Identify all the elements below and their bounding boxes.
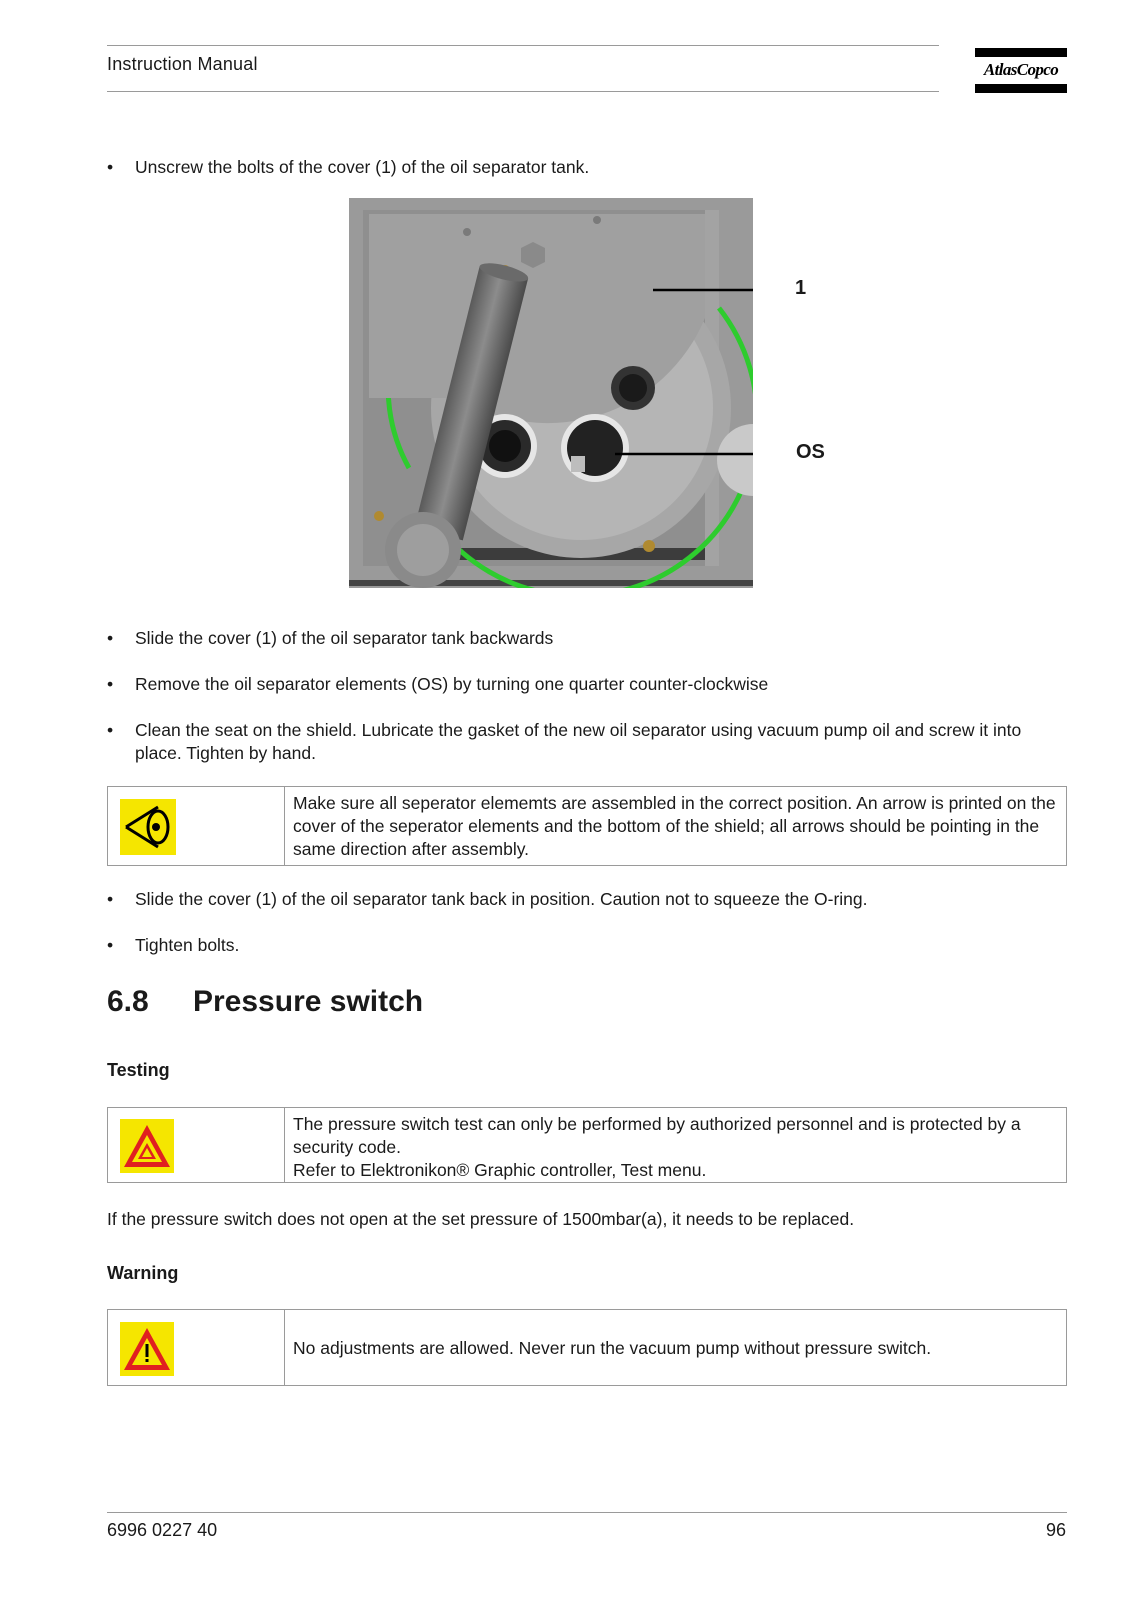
atlas-copco-logo (975, 48, 1067, 94)
warning-exclamation-icon (120, 1322, 174, 1376)
warning-heading: Warning (107, 1263, 179, 1283)
section-number: 6.8 (107, 985, 149, 1018)
eye-attention-icon (120, 799, 176, 855)
note-text: No adjustments are allowed. Never run the vacuum pump without pressure switch. (293, 1337, 932, 1358)
note-icon-cell (108, 1310, 285, 1385)
warning-note (107, 1309, 1067, 1386)
bullet-icon: • (107, 628, 114, 648)
step-text: Slide the cover (1) of the oil separator tank backwards (135, 628, 554, 648)
attention-note (107, 786, 1067, 866)
page-number: 96 (1045, 1520, 1066, 1540)
footer-rule (107, 1512, 1067, 1513)
step-text: Clean the seat on the shield. Lubricate the gasket of the new oil separator using vacuum pump oil and screw it into place. Tighten by hand. (135, 720, 1022, 763)
oil-separator-illustration (349, 198, 753, 588)
note-line: Refer to Elektronikon® Graphic controller, Test menu. (293, 1160, 707, 1180)
header-bottom-rule (107, 91, 939, 92)
note-text: Make sure all seperator elememts are assembled in the correct position. An arrow is printed on the cover of the seperator elements and the bottom of the shield; all arrows should be pointing in the same direction after assembly. (293, 793, 1056, 859)
bullet-icon: • (107, 935, 114, 955)
bullet-icon: • (107, 674, 114, 694)
note-text (285, 1108, 1066, 1182)
figure-label-1: 1 (795, 277, 807, 299)
step-text: Remove the oil separator elements (OS) by turning one quarter counter-clockwise (135, 674, 769, 694)
testing-note (107, 1107, 1067, 1183)
note-line: The pressure switch test can only be performed by authorized personnel and is protected by a security code. (293, 1114, 1021, 1157)
step-text: Unscrew the bolts of the cover (1) of the oil separator tank. (135, 157, 590, 177)
note-icon-cell (108, 787, 285, 865)
step-text: Slide the cover (1) of the oil separator tank back in position. Caution not to squeeze the O-ring. (135, 889, 868, 909)
bullet-icon: • (107, 720, 114, 740)
oil-separator-figure (349, 198, 753, 588)
document-number: 6996 0227 40 (107, 1520, 218, 1540)
step-text: Tighten bolts. (135, 935, 240, 955)
bullet-icon: • (107, 889, 114, 909)
caution-triangle-icon (120, 1119, 174, 1173)
bullet-icon: • (107, 157, 114, 177)
note-icon-cell (108, 1108, 285, 1182)
testing-heading: Testing (107, 1060, 170, 1080)
header-title: Instruction Manual (107, 54, 258, 74)
logo-wordmark: AtlasCopco (983, 60, 1059, 79)
header-top-rule (107, 45, 939, 46)
section-title: Pressure switch (193, 985, 424, 1018)
figure-label-os: OS (796, 441, 825, 463)
testing-paragraph: If the pressure switch does not open at the set pressure of 1500mbar(a), it needs to be replaced. (107, 1209, 855, 1229)
